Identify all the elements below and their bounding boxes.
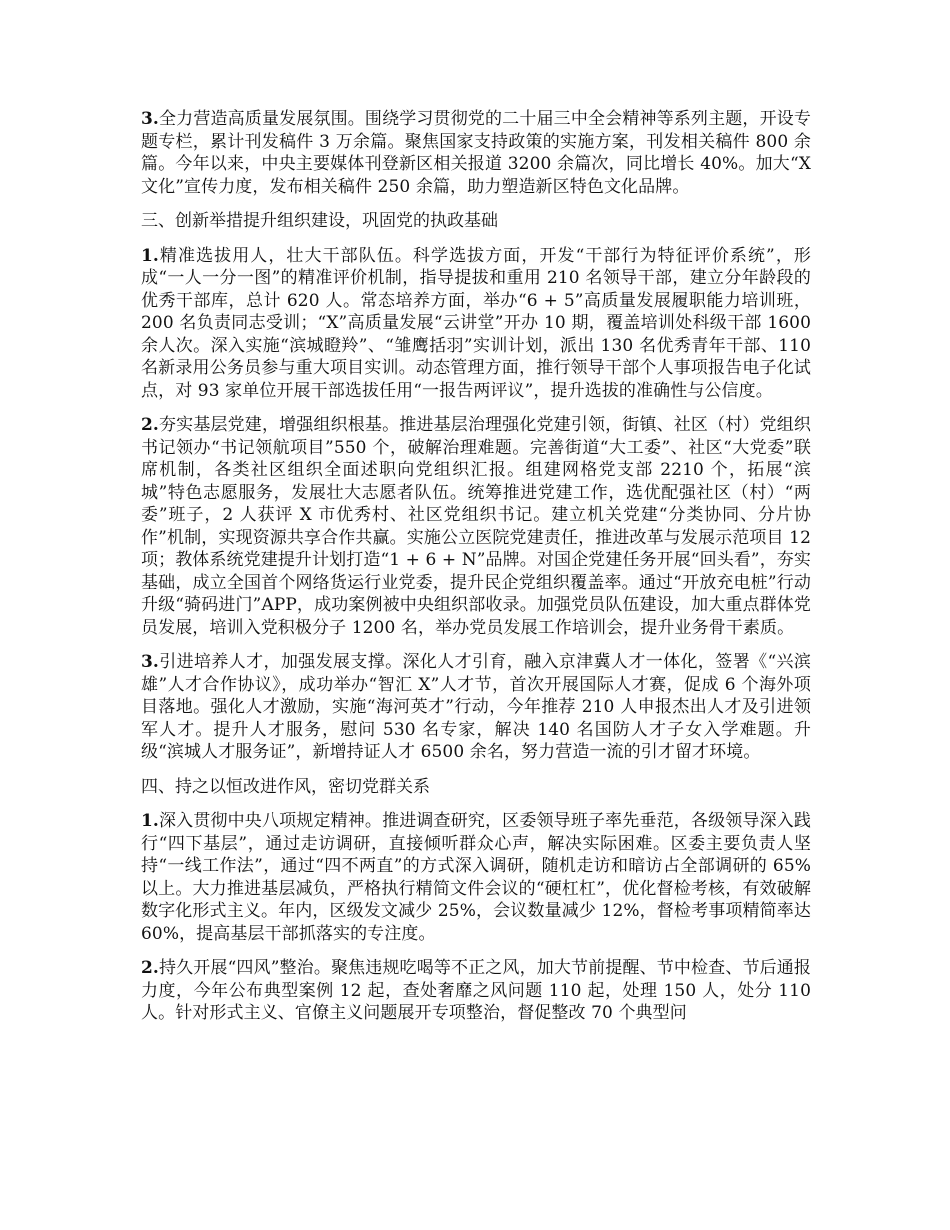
paragraph-grassroots-party bbox=[141, 414, 811, 639]
paragraph-text: 持久开展“四风”整治。聚焦违规吃喝等不正之风，加大节前提醒、节中检查、节后通报力度，今年公布典型案例 12 起，查处奢靡之风问题 110 起，处理 150 人，处分 110 人。针对形式主义、官僚主义问题展开专项整治，督促整改 70 个典型问 bbox=[141, 958, 811, 1023]
paragraph-number: 2. bbox=[141, 415, 159, 435]
paragraph-publicity bbox=[141, 108, 811, 198]
paragraph-four-winds bbox=[141, 957, 811, 1025]
paragraph-cadre-selection bbox=[141, 245, 811, 403]
paragraph-text: 全力营造高质量发展氛围。围绕学习贯彻党的二十届三中全会精神等系列主题，开设专题专栏，累计刊发稿件 3 万余篇。聚焦国家支持政策的实施方案，刊发相关稿件 800 余篇。今年以来，中央主要媒体刊登新区相关报道 3200 余篇次，同比增长 40%。加大“X 文化”宣传力度，发布相关稿件 250 余篇，助力塑造新区特色文化品牌。 bbox=[141, 109, 811, 197]
paragraph-number: 3. bbox=[141, 109, 159, 129]
paragraph-number: 2. bbox=[141, 958, 159, 978]
paragraph-talent bbox=[141, 651, 811, 764]
paragraph-number: 3. bbox=[141, 652, 159, 672]
paragraph-text: 夯实基层党建，增强组织根基。推进基层治理强化党建引领，街镇、社区（村）党组织书记领办“书记领航项目”550 个，破解治理难题。完善街道“大工委”、社区“大党委”联席机制，各类社区组织全面述职向党组织汇报。组建网格党支部 2210 个，拓展“滨城”特色志愿服务，发展壮大志愿者队伍。统筹推进党建工作，选优配强社区（村）“两委”班子，2 人获评 X 市优秀村、社区党组织书记。建立机关党建“分类协同、分片协作”机制，实现资源共享合作共赢。实施公立医院党建责任，推进改革与发展示范项目 12 项；教体系统党建提升计划打造“1 + 6 + N”品牌。对国企党建任务开展“回头看”，夯实基础，成立全国首个网络货运行业党委，提升民企党组织覆盖率。通过“开放充电桩”行动升级“骑码进门”APP，成功案例被中央组织部收录。加强党员队伍建设，加大重点群体党员发展，培训入党积极分子 1200 名，举办党员发展工作培训会，提升业务骨干素质。 bbox=[141, 415, 811, 638]
section-heading-work-style: 四、持之以恒改进作风，密切党群关系 bbox=[141, 776, 430, 797]
paragraph-text: 深入贯彻中央八项规定精神。推进调查研究，区委领导班子率先垂范，各级领导深入践行“四下基层”，通过走访调研，直接倾听群众心声，解决实际困难。区委主要负责人坚持“一线工作法”，通过“四不两直”的方式深入调研，随机走访和暗访占全部调研的 65%以上。大力推进基层减负，严格执行精简文件会议的“硬杠杠”，优化督检考核，有效破解数字化形式主义。年内，区级发文减少 25%，会议数量减少 12%，督检考事项精简率达 60%，提高基层干部抓落实的专注度。 bbox=[141, 811, 811, 944]
paragraph-number: 1. bbox=[141, 811, 159, 831]
paragraph-number: 1. bbox=[141, 245, 159, 266]
document-page bbox=[141, 108, 811, 1037]
paragraph-text: 引进培养人才，加强发展支撑。深化人才引育，融入京津冀人才一体化，签署《“兴滨雄”人才合作协议》，成功举办“智汇 X”人才节，首次开展国际人才赛，促成 6 个海外项目落地。强化人才激励，实施“海河英才”行动，今年推荐 210 人申报杰出人才及引进领军人才。提升人才服务，慰问 530 名专家，解决 140 名国防人才子女入学难题。升级“滨城人才服务证”，新增持证人才 6500 余名，努力营造一流的引才留才环境。 bbox=[141, 652, 811, 762]
paragraph-text: 精准选拔用人，壮大干部队伍。科学选拔方面，开发“干部行为特征评价系统”，形成“一人一分一图”的精准评价机制，指导提拔和重用 210 名领导干部，建立分年龄段的优秀干部库，总计 620 人。常态培养方面，举办“6 + 5”高质量发展履职能力培训班，200 名负责同志受训；“X”高质量发展“云讲堂”开办 10 期，覆盖培训处科级干部 1600 余人次。深入实施“滨城瞪羚”、“雏鹰括羽”实训计划，派出 130 名优秀青年干部、110 名新录用公务员参与重大项目实训。动态管理方面，推行领导干部个人事项报告电子化试点，对 93 家单位开展干部选拔任用“一报告两评议”，提升选拔的准确性与公信度。 bbox=[141, 245, 811, 401]
section-heading-organization: 三、创新举措提升组织建设，巩固党的执政基础 bbox=[141, 211, 498, 231]
paragraph-eight-rules bbox=[141, 810, 811, 945]
